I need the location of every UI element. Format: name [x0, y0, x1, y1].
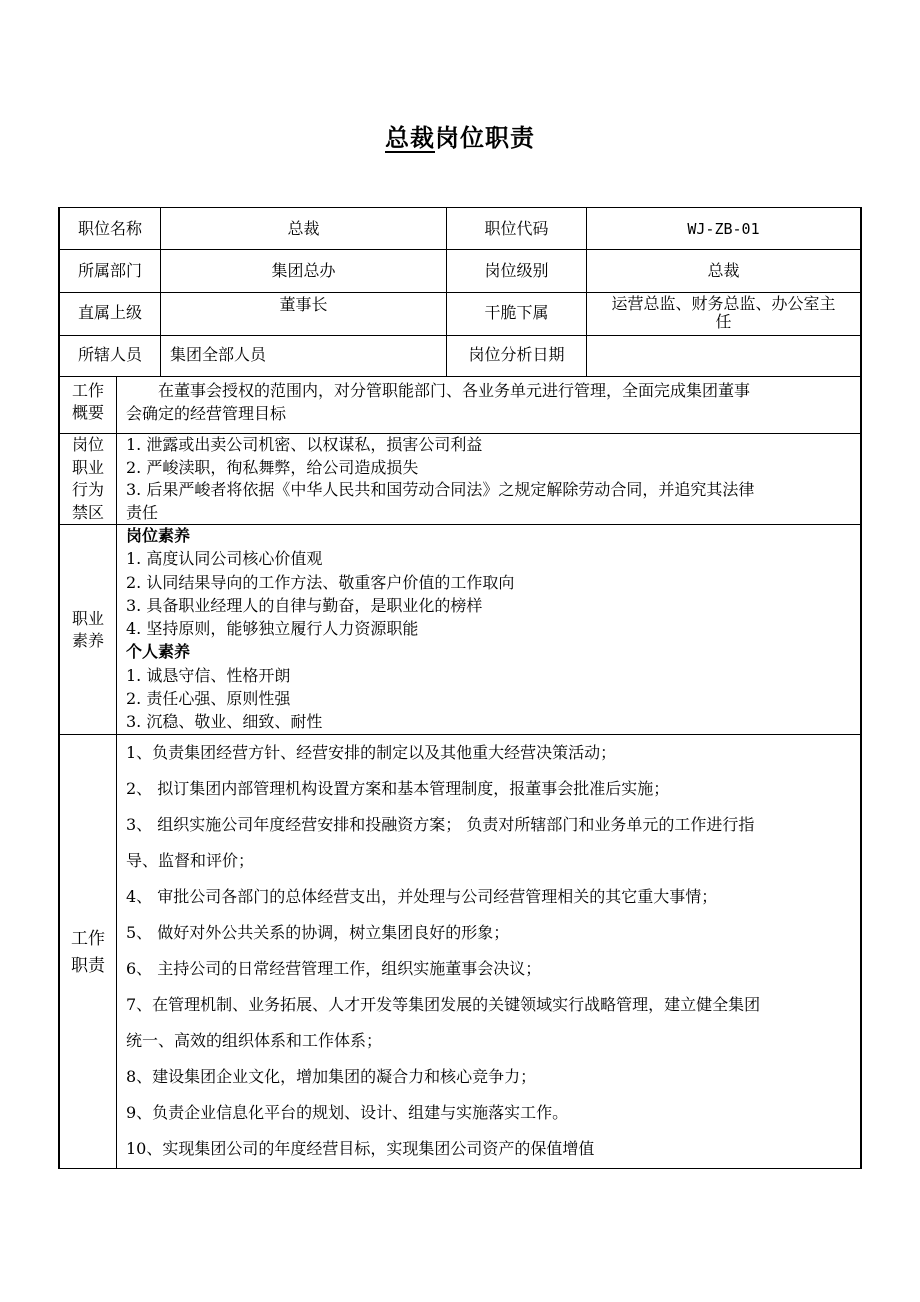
forbidden-item: 3. 后果严峻者将依据《中华人民共和国劳动合同法》之规定解除劳动合同，并追究其法律	[126, 480, 755, 499]
subordinates-label: 干脆下属	[484, 303, 549, 322]
duties-list	[126, 735, 858, 1167]
post-quality-item: 4. 坚持原则，能够独立履行人力资源职能	[126, 619, 419, 639]
staff-label: 所辖人员	[77, 345, 142, 364]
personal-quality-item: 1. 诚恳守信、性格开朗	[126, 665, 291, 685]
duties-label	[60, 926, 116, 980]
personal-quality-item: 2. 责任心强、原则性强	[126, 689, 291, 709]
post-quality-item: 1. 高度认同公司核心价值观	[126, 549, 323, 569]
page-title	[0, 118, 920, 153]
overview-line2: 会确定的经营管理目标	[126, 404, 287, 423]
duty-line: 导、监督和评价；	[126, 851, 255, 870]
post-qualities-title: 岗位素养	[126, 526, 191, 545]
department-value: 集团总办	[271, 261, 336, 280]
duty-line: 6、 主持公司的日常经营管理工作，组织实施董事会决议；	[126, 959, 542, 978]
page-title-rest: 岗位职责	[435, 124, 535, 152]
forbidden-label-line: 岗位	[71, 435, 104, 454]
qualities-list	[126, 524, 856, 734]
analysis-date-label: 岗位分析日期	[468, 345, 565, 364]
overview-label-line1: 工作	[71, 381, 104, 400]
superior-label: 直属上级	[77, 303, 142, 322]
duty-line: 8、建设集团企业文化，增加集团的凝合力和核心竞争力；	[126, 1067, 537, 1086]
forbidden-label	[60, 434, 116, 524]
duty-line: 2、 拟订集团内部管理机构设置方案和基本管理制度，报董事会批准后实施；	[126, 779, 670, 798]
duty-line: 1、负责集团经营方针、经营安排的制定以及其他重大经营决策活动；	[126, 743, 617, 762]
overview-label-line2: 概要	[71, 403, 104, 422]
position-name-value: 总裁	[287, 219, 320, 238]
position-name-label: 职位名称	[77, 219, 142, 238]
forbidden-label-line: 职业	[71, 457, 104, 477]
staff-value: 集团全部人员	[170, 345, 267, 364]
subordinates-line2: 任	[715, 312, 732, 331]
duty-line: 3、 组织实施公司年度经营安排和投融资方案； 负责对所辖部门和业务单元的工作进行指	[126, 815, 755, 834]
duty-line: 4、 审批公司各部门的总体经营支出，并处理与公司经营管理相关的其它重大事情；	[126, 887, 718, 906]
duty-line: 7、在管理机制、业务拓展、人才开发等集团发展的关键领域实行战略管理，建立健全集团	[126, 995, 761, 1014]
forbidden-item: 1. 泄露或出卖公司机密、以权谋私，损害公司利益	[126, 435, 483, 454]
post-quality-item: 3. 具备职业经理人的自律与勤奋，是职业化的榜样	[126, 595, 483, 615]
superior-value: 董事长	[279, 295, 328, 314]
personal-quality-item: 3. 沉稳、敬业、细致、耐性	[126, 712, 323, 732]
duties-label-line1: 工作	[71, 929, 105, 949]
duty-line: 9、负责企业信息化平台的规划、设计、组建与实施落实工作。	[126, 1103, 569, 1122]
level-label: 岗位级别	[484, 261, 549, 280]
overview-line1: 在董事会授权的范围内，对分管职能部门、各业务单元进行管理，全面完成集团董事	[158, 381, 751, 400]
duty-line: 10、实现集团公司的年度经营目标，实现集团公司资产的保值增值	[126, 1139, 595, 1158]
personal-qualities-title: 个人素养	[126, 642, 191, 662]
post-quality-item: 2. 认同结果导向的工作方法、敬重客户价值的工作取向	[126, 572, 515, 592]
position-code-value: WJ-ZB-01	[687, 220, 760, 238]
forbidden-item: 责任	[126, 502, 159, 522]
forbidden-item: 2. 严峻渎职，徇私舞弊，给公司造成损失	[126, 457, 419, 477]
qualities-label	[60, 608, 116, 652]
forbidden-list	[126, 434, 856, 524]
duties-label-line2: 职责	[71, 956, 105, 976]
position-code-label: 职位代码	[484, 219, 549, 238]
job-description-table	[58, 207, 862, 1169]
page-title-underlined: 总裁	[385, 124, 435, 152]
qualities-label-line2: 素养	[71, 631, 104, 650]
overview-text	[126, 379, 856, 425]
overview-label	[60, 380, 116, 424]
department-label: 所属部门	[77, 261, 142, 280]
subordinates-value	[587, 295, 860, 331]
forbidden-label-line: 禁区	[71, 502, 104, 522]
subordinates-line1: 运营总监、财务总监、办公室主	[611, 294, 836, 313]
qualities-label-line1: 职业	[71, 609, 104, 628]
duty-line: 5、 做好对外公共关系的协调，树立集团良好的形象；	[126, 923, 510, 942]
forbidden-label-line: 行为	[71, 480, 104, 499]
level-value: 总裁	[707, 261, 740, 280]
duty-line: 统一、高效的组织体系和工作体系；	[126, 1031, 383, 1050]
